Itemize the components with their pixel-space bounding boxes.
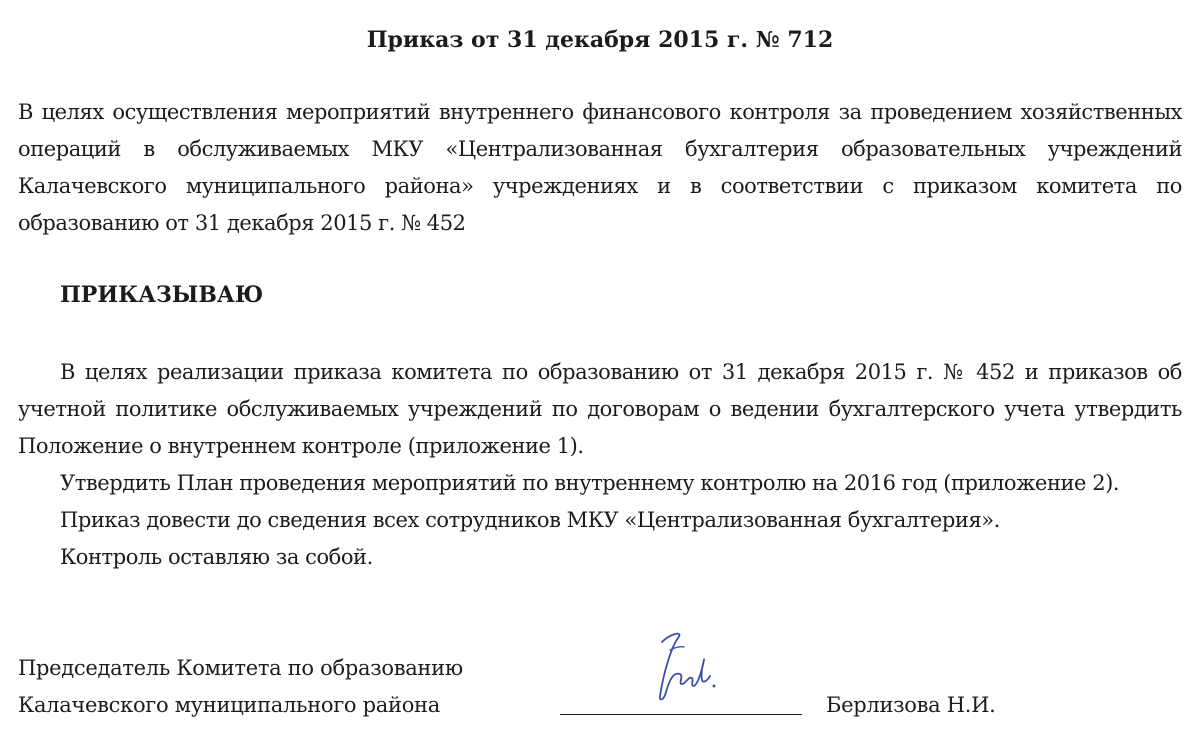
order-preamble: В целях осуществления мероприятий внутреннего финансового контроля за проведением хозяйственных операций в обслуживаемых МКУ «Централизованная бухгалтерия образовательных учреждений Калачевского муниципального района» учреждениях и в соответствии с приказом комитета по образованию от 31 декабря 2015 г. № 452 <box>18 100 1182 235</box>
signatory-position-line2: Калачевского муниципального района <box>18 693 440 717</box>
signatory-position-line1: Председатель Комитета по образованию <box>18 656 463 680</box>
order-title: Приказ от 31 декабря 2015 г. № 712 <box>366 27 834 53</box>
order-item-4: Контроль оставляю за собой. <box>60 545 373 569</box>
order-directive-heading: ПРИКАЗЫВАЮ <box>60 282 264 308</box>
order-items <box>18 354 1182 576</box>
signatory-name: Берлизова Н.И. <box>826 693 996 717</box>
signatory-position <box>18 650 463 724</box>
signature-line <box>560 714 802 715</box>
document-page <box>18 0 1182 754</box>
order-item-2: Утвердить План проведения мероприятий по внутреннему контролю на 2016 год (приложение 2). <box>60 471 1120 495</box>
handwritten-signature-icon <box>634 620 724 710</box>
order-item-1: В целях реализации приказа комитета по образованию от 31 декабря 2015 г. № 452 и приказов об учетной политике обслуживаемых учреждений по договорам о ведении бухгалтерского учета утвердить Положение о внутреннем контроле (приложение 1). <box>18 360 1182 458</box>
order-item-3: Приказ довести до сведения всех сотрудников МКУ «Централизованная бухгалтерия». <box>60 508 1000 532</box>
